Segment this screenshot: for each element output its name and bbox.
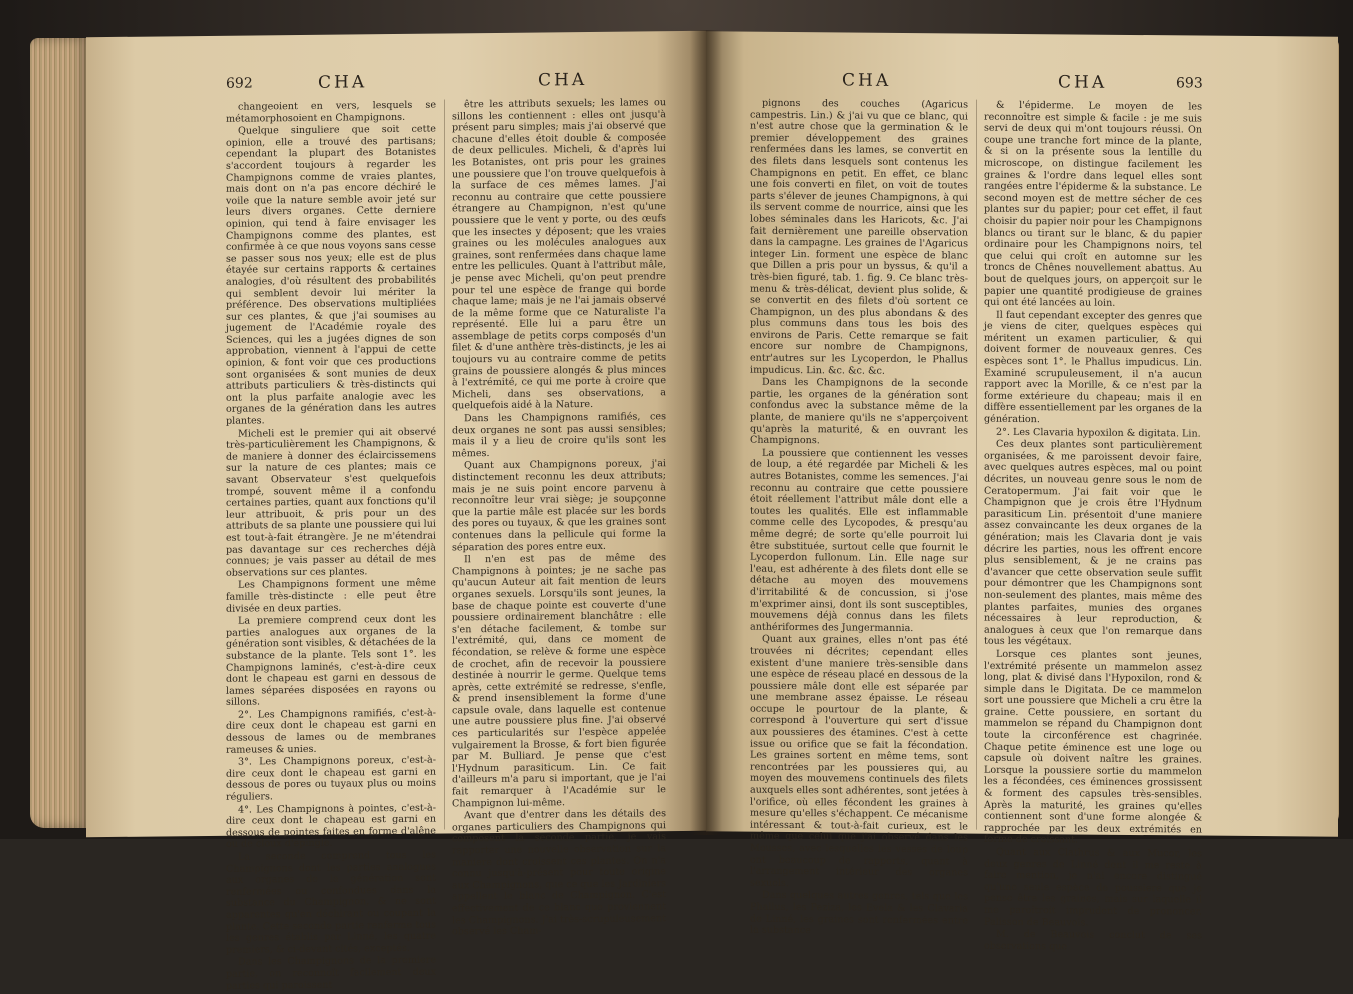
right-running-head-2: CHA	[1058, 72, 1108, 93]
paragraph: 3°. Les Champignons poreux, c'est-à-dire ceux dont le chapeau est garni en dessous de pores ou tuyaux plus ou moins réguliers.	[226, 754, 436, 803]
paragraph: Avant que d'entrer dans les détails des organes particuliers des Champignons qui composent la seconde partie, je vais rapporter une nouvelle observation sur la maniere dont croissent ces plantes. On n'a connu jusqu'à-présent pour toute origine aux Champignons, que ce que les Jardiniers appellent le blanc de Champignon. C'est effectivement de ce blanc que proviennent les Champignons. J'ai très-scrupuleusement observé les Cham-	[452, 808, 666, 938]
right-column-1	[750, 98, 968, 940]
paragraph: Quelque singuliere que soit cette opinion, elle a trouvé des partisans; cependant la plupart des Botanistes s'accordent toujours à regarder les Champignons comme de vraies plantes, mais dont on n'a pas encore déchiré le voile que la nature semble avoir jeté sur leurs divers organes. Cette derniere opinion, qui tend à faire envisager les Champignons comme des plantes, est confirmée à ce que nous voyons sans cesse se passer sous nos yeux; elle est de plus étayée sur certains rapports & certaines analogies, d'où résultent des probabilités qui semblent devoir lui mériter la préférence. Des observations multipliées sur ces plantes, & que j'ai soumises au jugement de l'Académie royale des Sciences, qui les a jugées dignes de son approbation, viennent à l'appui de cette opinion, & font voir que ces productions sont organisées & sont munies de deux attributs particuliers & très-distincts qui ont la plus parfaite analogie avec les organes de la génération dans les autres plantes.	[226, 123, 436, 427]
paragraph: Les Champignons forment une même famille très-distincte : elle peut être divisée en deux parties.	[226, 577, 436, 615]
left-column-2	[452, 97, 666, 939]
paragraph: La poussiere que contiennent les vesses de loup, a été regardée par Micheli & les autres Botanistes, comme les semences. J'ai reconnu au contraire que cette poussiere étoit réellement l'attribut mâle dont elle a toutes les qualités. Elle est inflammable comme celle des Lycopodes, & presqu'au même degré; de sorte qu'elle pourroit lui être substituée, surtout celle que fournit le Lycoperdon fullonum. Lin. Elle nage sur l'eau, est adhérente à des filets dont elle se détache au moyen des mouvemens d'irritabilité & de concussion, si j'ose m'exprimer ainsi, dont ils sont susceptibles, mouvemens déjà connus dans les filets anthériformes des Jungermannia.	[750, 447, 968, 634]
paragraph: La seconde comprend tous les Champignons dont les parties analogues aux organes de la génération sont renfermées ou confondues dans la substance du Champignon, & ne sont apparentes qu'en déchirant ou coupant la plante. Cette seconde partie renferme tous les genres établis par Linné, les quatre premiers, & ci-devant cités, exceptés.	[226, 849, 436, 956]
right-running-head-1: CHA	[842, 70, 892, 91]
paragraph: La premiere comprend ceux dont les parties analogues aux organes de la génération sont visibles, & détachées de la substance de la plante. Tels sont 1°. les Champignons laminés, c'est-à-dire ceux dont le chapeau est garni en dessous de lames séparées disposées en rayons ou sillons.	[226, 613, 436, 709]
paragraph: Ces deux plantes sont particulièrement organisées, & me paroissent devoir faire, avec quelques autres espèces, mal ou point décrites, un nouveau genre sous le nom de Ceratopermum. J'ai fait voir que le Champignon que je crois être l'Hydnum parasiticum Lin. présentoit d'une maniere assez convaincante les deux organes de la génération; mais les Clavaria dont je vais décrire les parties, nous les offrent encore plus sensiblement, & je ne crains pas d'avancer que cette observation seule suffit pour démontrer que les Champignons sont non-seulement des plantes, mais même des plantes parfaites, munies des organes nécessaires à leur reproduction, & analogues à ceux que l'on remarque dans tous les végétaux.	[984, 438, 1202, 648]
left-running-head-2: CHA	[538, 69, 588, 91]
right-page	[706, 31, 1338, 953]
paragraph: Quant aux Clathrus & aux Mucor, les deux genres de Linné dont il me reste à faire mention, je n'ai encore distingué qu'une seule espèce de poussiere que je pense être les graines, mais sur laquelle il me paroîtroit imprudent de prononcer. Palisson de Beauvois.	[984, 846, 1202, 929]
right-column-2	[984, 100, 1202, 955]
paragraph: M. de Beauvois conclut de ses observations que	[984, 928, 1202, 953]
page-edges-left	[30, 38, 90, 828]
left-column-1	[226, 100, 436, 993]
right-page-number: 693	[1176, 75, 1203, 92]
column-rule	[444, 99, 445, 829]
paragraph: Lorsque ces plantes sont jeunes, l'extrémité présente un mammelon assez long, plat & divisé dans l'Hypoxilon, rond & simple dans le Digitata. De ce mammelon sort une poussiere que Micheli a cru être la graine. Cette poussiere, en sortant du mammelon se répand du Champignon dont toute la circonférence est chagrinée. Chaque petite éminence est une loge ou capsule où doivent naître les graines. Lorsque la poussiere sortie du mammelon les a fécondées, ces éminences grossissent & forment des capsules très-sensibles. Après la maturité, les graines qu'elles contiennent sont d'une forme alongée & rapprochée par les deux extrémités en forme de croissant.	[984, 648, 1202, 846]
paragraph: Il n'en est pas de même des Champignons à pointes; je ne sache pas qu'aucun Auteur ait fait mention de leurs organes sexuels. Lorsqu'ils sont jeunes, la base de chaque pointe est couverte d'une poussiere ordinairement blanchâtre : elle s'en détache facilement, & tombe sur l'extrémité, qui, dans ce moment de fécondation, se relève & forme une espèce de crochet, afin de recevoir la poussiere destinée à nourrir le germe. Quelque tems après, cette extrémité se redresse, s'enfle, & prend insensiblement la forme d'une capsule ovale, dans laquelle est contenue une autre poussiere plus fine. J'ai observé ces particularités sur l'espèce appelée vulgairement la Brosse, & fort bien figurée par M. Bulliard. Je pense que c'est l'Hydnum parasiticum. Lin. Ce fait d'ailleurs m'a paru si important, que je l'ai fait remarquer à l'Académie sur le Champignon lui-même.	[452, 552, 666, 810]
paragraph: changeoient en vers, lesquels se métamorphosoient en Champignons.	[226, 99, 436, 125]
paragraph: Quant aux graines, elles n'ont pas été trouvées ni décrites; cependant elles existent d'une maniere très-sensible dans une espèce de réseau placé en dessous de la poussiere mâle dont elle est séparée par une membrane assez épaisse. Le réseau occupe le pourtour de la plante, & correspond à l'ouverture qui sert d'issue aux poussieres des étamines. C'est à cette issue ou orifice que se fait la fécondation. Les graines sortent en même tems, sont rencontrées par les poussieres qui, au moyen des mouvemens continuels des filets auxquels elles sont adhérentes, sont jetées à l'orifice, où elles fécondent les graines à mesure qu'elles s'échappent. Ce mécanisme intéressant & tout-à-fait curieux, est le même que celui que j'ai observé dans les Mousses, avec lesquelles les vesses de loup ont beaucoup de rapports, quant à l'arrangement intérieur des organes sexuels.	[750, 634, 968, 889]
left-page	[86, 31, 706, 992]
paragraph: & l'épiderme. Le moyen de les reconnoître est simple & facile : je me suis servi de deux qui m'ont toujours réussi. On coupe une tranche fort mince de la plante, & si on la présente sous la lentille du microscope, on distingue facilement les graines & l'ordre dans lequel elles sont rangées entre l'épiderme & la substance. Le second moyen est de mettre sécher de ces plantes sur du papier; pour cet effet, il faut choisir du papier noir pour les Champignons blancs ou tirant sur le blanc, & du papier ordinaire pour les Champignons noirs, tel que celui qui croît en automne sur les troncs de Chênes nouvellement abattus. Au bout de quelques jours, on apperçoit sur le papier une quantité prodigieuse de graines qui ont été lancées au loin.	[984, 99, 1202, 309]
paragraph: 2°. Les Clavaria hypoxilon & digitata. Lin.	[996, 426, 1201, 440]
column-rule	[976, 100, 977, 830]
paragraph: Il faut cependant excepter des genres que je viens de citer, quelques espèces qui méritent un examen particulier, & qui doivent former de nouveaux genres. Ces espèces sont 1°. le Phallus impudicus. Lin. Examiné scrupuleusement, il n'a aucun rapport avec la Morille, & ce n'est par la forme extérieure du chapeau; mais il en diffère essentiellement par les organes de la génération.	[984, 309, 1202, 426]
left-page-number: 692	[226, 75, 253, 92]
paragraph: pignons des couches (Agaricus campestris. Lin.) & j'ai vu que ce blanc, qui n'est autre chose que la germination & le premier développement des graines renfermées dans les lames, se convertit en des filets dans lesquels sont contenus les Champignons en petit. En effet, ce blanc une fois converti en filet, on voit de toutes parts s'élever de jeunes Champignons, à qui ils servent comme de nourrice, ainsi que les lobes séminales dans les Haricots, &c. J'ai fait dernièrement une pareille observation dans la campagne. Les graines de l'Agaricus integer Lin. forment une espèce de blanc que Dillen a pris pour un byssus, & qu'il a très-bien figuré, tab. 1. fig. 9. Ce blanc très-menu & très-délicat, devient plus solide, & se convertit en des filets d'où sortent ce Champignon, un des plus abondans & des plus communs dans tous les bois des environs de Paris. Cette remarque se fait encore sur nombre de Champignons, entr'autres sur les Lycoperdon, le Phallus impudicus. Lin. &c. &c. &c.	[750, 97, 968, 377]
book-gutter	[690, 30, 722, 835]
paragraph: Quant aux Champignons poreux, j'ai distinctement reconnu les deux attributs; mais je ne suis point encore parvenu à reconnoître leur vrai siège; je soupçonne que la partie mâle est placée sur les bords des pores ou tuyaux, & que les graines sont contenues dans la pellicule qui forme la séparation des pores entre eux.	[452, 458, 666, 553]
paragraph: Dans quelques autres genres, tels que les Phallus, les Peziza, les Evela & les Clavaria de Linné, les graines sont renfermées entre la substance	[750, 890, 968, 937]
paragraph: être les attributs sexuels; les lames ou sillons les contiennent : elles ont jusqu'à présent paru simples; mais j'ai observé que chacune d'elles étoit double & composée de deux pellicules. Micheli, & d'après lui les Botanistes, ont pris pour les graines une poussiere que l'on trouve quelquefois à la surface de ces mêmes lames. J'ai reconnu au contraire que cette poussiere étrangere au Champignon, n'est qu'une poussiere que le vent y porte, ou des œufs que les insectes y déposent; que les vraies graines ou les molécules analogues aux graines, sont renfermées dans chaque lame entre les pellicules. Quant à l'attribut mâle, je pense avec Micheli, qu'on peut prendre pour tel une espèce de frange qui borde chaque lame; mais je ne l'ai jamais observé de la même forme que ce Naturaliste l'a représenté. Elle lui a paru être un assemblage de petits corps composés d'un filet & d'une anthère très-distincts, je les ai toujours vu au contraire comme de petits grains de poussiere alongés & plus minces à l'extrémité, ce qui me porte à croire que Micheli, dans ses observations, a quelquefois aidé à la Nature.	[452, 97, 666, 412]
paragraph: Dans les Champignons de la seconde partie, les organes de la génération sont confondus avec la substance même de la plante, de maniere qu'ils ne s'apperçoivent qu'après la maturité, & en ouvrant les Champignons.	[750, 376, 968, 447]
paragraph: 4°. Les Champignons à pointes, c'est-à-dire ceux dont le chapeau est garni en dessous de pointes faites en forme d'alêne ou de cloux d'épingle.	[226, 802, 436, 851]
paragraph: Micheli est le premier qui ait observé très-particulièrement les Champignons, & de maniere à donner des éclaircissemens sur la nature de ces plantes; mais ce savant Observateur s'est quelquefois trompé, souvent même il a confondu certaines parties, quant aux fonctions qu'il leur attribuoit, & pris pour un des attributs de sa plante une poussiere qui lui est tout-à-fait étrangère. Je ne m'étendrai pas davantage sur ces recherches déjà connues; je vais passer au détail de mes observations sur ces plantes.	[226, 426, 436, 579]
paragraph: Dans les Champignons ramifiés, ces deux organes ne sont pas aussi sensibles; mais il y a lieu de croire qu'ils sont les mêmes.	[452, 411, 666, 460]
paragraph: 2°. Les Champignons ramifiés, c'est-à-dire ceux dont le chapeau est garni en dessous de lames ou de membranes rameuses & unies.	[226, 707, 436, 756]
paragraph: Dans les Champignons de la premiere partie, on reconnoît facilement deux parties qui paroissent	[226, 954, 436, 992]
left-running-head-1: CHA	[318, 72, 368, 93]
